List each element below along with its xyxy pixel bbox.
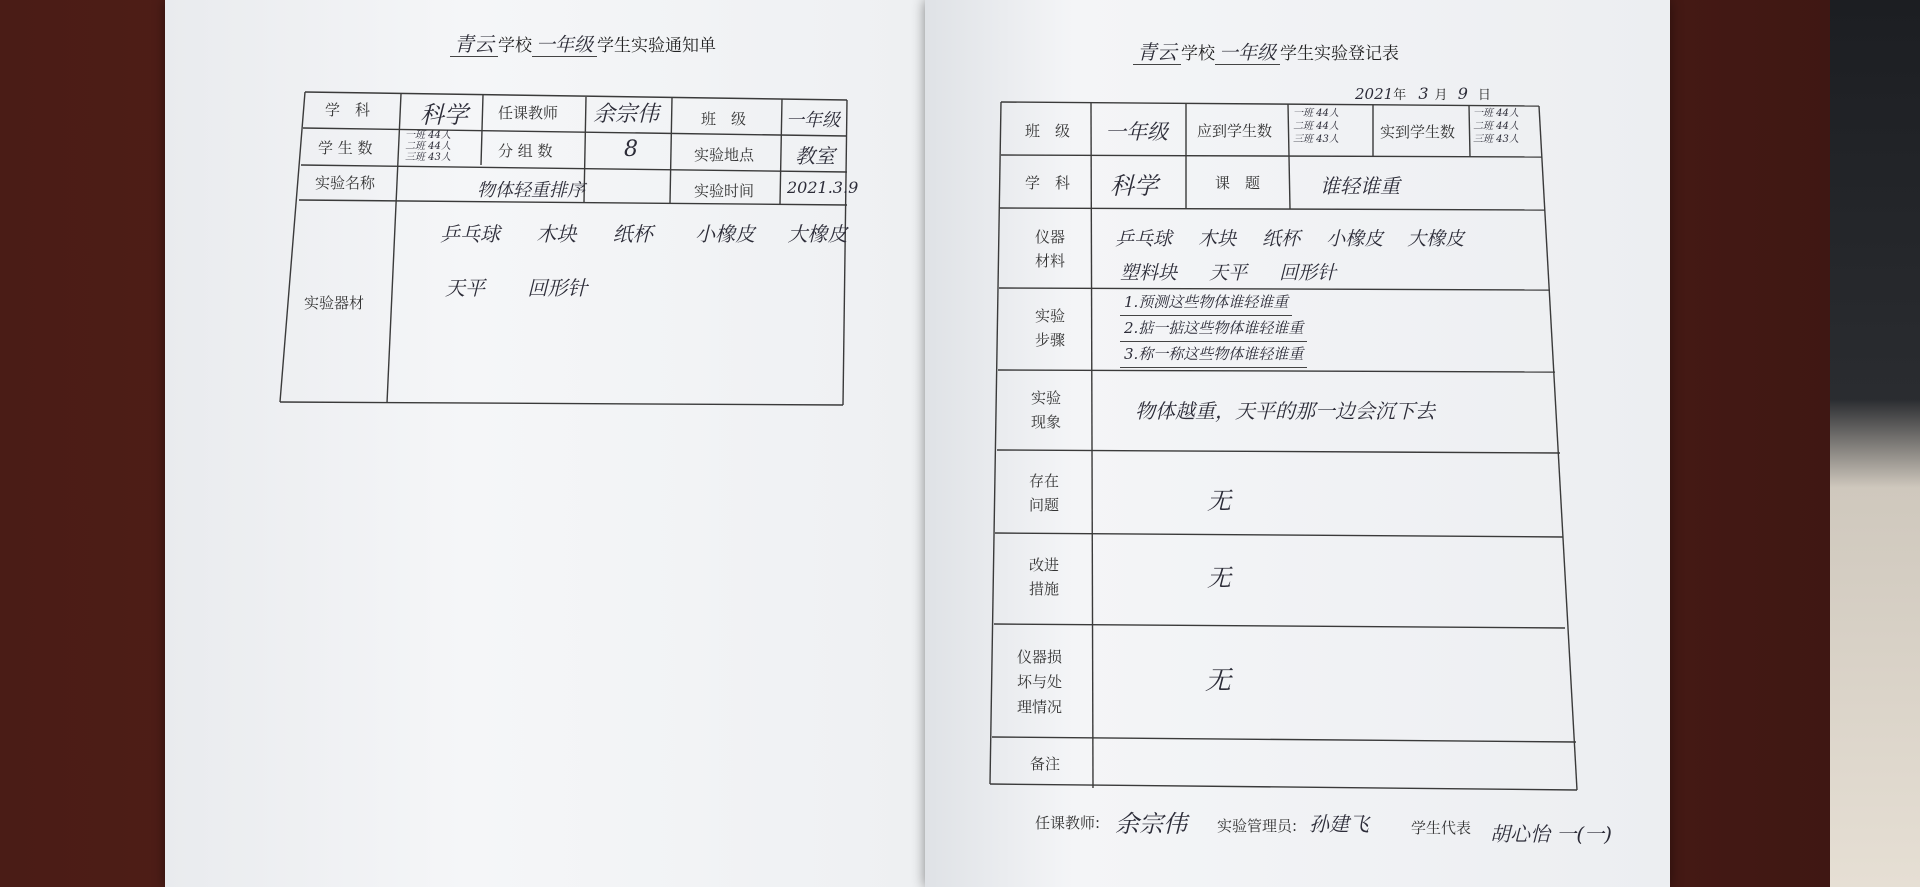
actual-class-3: 三班 43人: [1473, 134, 1519, 145]
title-school-suffix: 学校: [1181, 44, 1215, 64]
expected-class-2: 二班 44人: [1293, 121, 1339, 132]
school-name: 青云: [1133, 40, 1181, 65]
footer-student-label: 学生代表: [1411, 819, 1472, 837]
value-expected: [1293, 107, 1339, 146]
value-damage: 无: [1205, 666, 1232, 696]
value-class: 一年级: [1105, 120, 1168, 144]
material-item: 小橡皮: [1326, 228, 1384, 250]
expected-class-3: 三班 43人: [1293, 134, 1339, 145]
label-phenomenon-2: 现象: [1031, 413, 1062, 431]
label-steps-1: 实验: [1035, 307, 1066, 325]
value-exp-time: 2021.3.9: [787, 178, 859, 197]
label-class: 班 级: [701, 110, 747, 128]
notice-sheet: [165, 0, 925, 887]
material-item: 乒乓球: [440, 222, 500, 246]
step-item: 3.称一称这些物体谁轻谁重: [1120, 342, 1307, 368]
value-teacher: 余宗伟: [593, 102, 660, 127]
value-exp-name: 物体轻重排序: [477, 180, 585, 201]
value-location: 教室: [795, 144, 835, 168]
material-item: 回形针: [1279, 262, 1337, 284]
footer-teacher-label: 任课教师:: [1035, 814, 1101, 832]
title-school-suffix: 学校: [498, 36, 532, 56]
label-problems-1: 存在: [1029, 472, 1060, 490]
value-topic: 谁轻谁重: [1320, 174, 1400, 198]
step-item: 1.预测这些物体谁轻谁重: [1120, 290, 1292, 316]
materials-line-1: [1115, 224, 1464, 251]
label-groups: 分 组 数: [498, 142, 553, 160]
materials-line-2: [1120, 258, 1336, 285]
value-actual: [1473, 107, 1519, 146]
material-item: 纸杯: [1262, 228, 1301, 250]
label-damage-1: 仪器损: [1017, 648, 1063, 666]
actual-class-1: 一班 44人: [1473, 108, 1519, 119]
footer-admin-signature: 孙建飞: [1309, 812, 1369, 836]
label-improve-1: 改进: [1029, 556, 1060, 574]
students-class-2: 二班 44人: [405, 141, 451, 152]
label-damage-2: 坏与处: [1017, 673, 1063, 691]
label-materials-2: 材料: [1035, 252, 1066, 270]
material-item: 大橡皮: [1407, 228, 1465, 250]
label-teacher: 任课教师: [498, 104, 559, 122]
label-materials-1: 仪器: [1035, 228, 1066, 246]
material-item: 天平: [445, 276, 485, 300]
label-topic: 课 题: [1215, 174, 1261, 192]
value-subject: 科学: [1110, 172, 1158, 200]
date-month: 3: [1418, 84, 1429, 103]
material-item: 回形针: [527, 276, 588, 300]
value-phenomenon: 物体越重，天平的那一边会沉下去: [1135, 399, 1435, 423]
label-exp-name: 实验名称: [315, 174, 376, 192]
materials-line-2: [445, 272, 587, 301]
label-expected: 应到学生数: [1197, 122, 1273, 140]
title-suffix: 学生实验通知单: [597, 36, 717, 56]
material-item: 乒乓球: [1115, 228, 1173, 250]
grade-name: 一年级: [532, 34, 597, 57]
material-item: 木块: [1198, 228, 1237, 250]
label-subject: 学 科: [1025, 174, 1071, 192]
date-month-unit: 月: [1434, 88, 1448, 103]
background-wall: [1830, 0, 1920, 887]
label-exp-time: 实验时间: [694, 182, 755, 200]
students-class-3: 三班 43人: [405, 152, 451, 163]
material-item: 木块: [536, 222, 577, 246]
register-sheet: [925, 0, 1670, 887]
value-students: [405, 130, 451, 163]
footer-teacher-signature: 余宗伟: [1115, 810, 1187, 838]
label-phenomenon-1: 实验: [1031, 389, 1062, 407]
footer-admin-label: 实验管理员:: [1217, 817, 1298, 835]
material-item: 纸杯: [612, 222, 653, 246]
label-class: 班 级: [1025, 122, 1071, 140]
date-day: 9: [1457, 84, 1468, 103]
label-materials: 实验器材: [304, 294, 365, 312]
value-problems: 无: [1207, 487, 1231, 515]
label-damage-3: 理情况: [1017, 698, 1063, 716]
steps-list: [1120, 290, 1307, 368]
school-name: 青云: [450, 32, 498, 57]
label-actual: 实到学生数: [1380, 123, 1456, 141]
material-item: 天平: [1209, 262, 1248, 284]
actual-class-2: 二班 44人: [1473, 121, 1519, 132]
label-subject: 学 科: [325, 101, 371, 119]
materials-line-1: [440, 218, 847, 247]
material-item: 小橡皮: [695, 222, 756, 246]
label-students: 学 生 数: [318, 139, 373, 157]
label-remarks: 备注: [1030, 755, 1061, 773]
title-suffix: 学生实验登记表: [1280, 44, 1400, 64]
expected-class-1: 一班 44人: [1293, 108, 1339, 119]
label-problems-2: 问题: [1029, 496, 1060, 514]
value-subject: 科学: [420, 101, 468, 129]
value-class: 一年级: [786, 110, 840, 131]
step-item: 2.掂一掂这些物体谁轻谁重: [1120, 316, 1307, 342]
date-day-unit: 日: [1477, 88, 1491, 103]
value-groups: 8: [624, 137, 638, 162]
footer-student-signature: 胡心怡 一(一): [1490, 822, 1612, 846]
notice-table-grid: [165, 0, 925, 887]
value-improve: 无: [1207, 564, 1231, 592]
label-location: 实验地点: [694, 146, 755, 164]
label-improve-2: 措施: [1029, 580, 1060, 598]
date-year: 2021: [1355, 85, 1394, 103]
grade-name: 一年级: [1215, 42, 1280, 65]
material-item: 塑料块: [1120, 262, 1178, 284]
students-class-1: 一班 44人: [405, 130, 451, 141]
label-steps-2: 步骤: [1035, 331, 1066, 349]
material-item: 大橡皮: [787, 222, 848, 246]
date-year-unit: 年: [1393, 88, 1407, 103]
